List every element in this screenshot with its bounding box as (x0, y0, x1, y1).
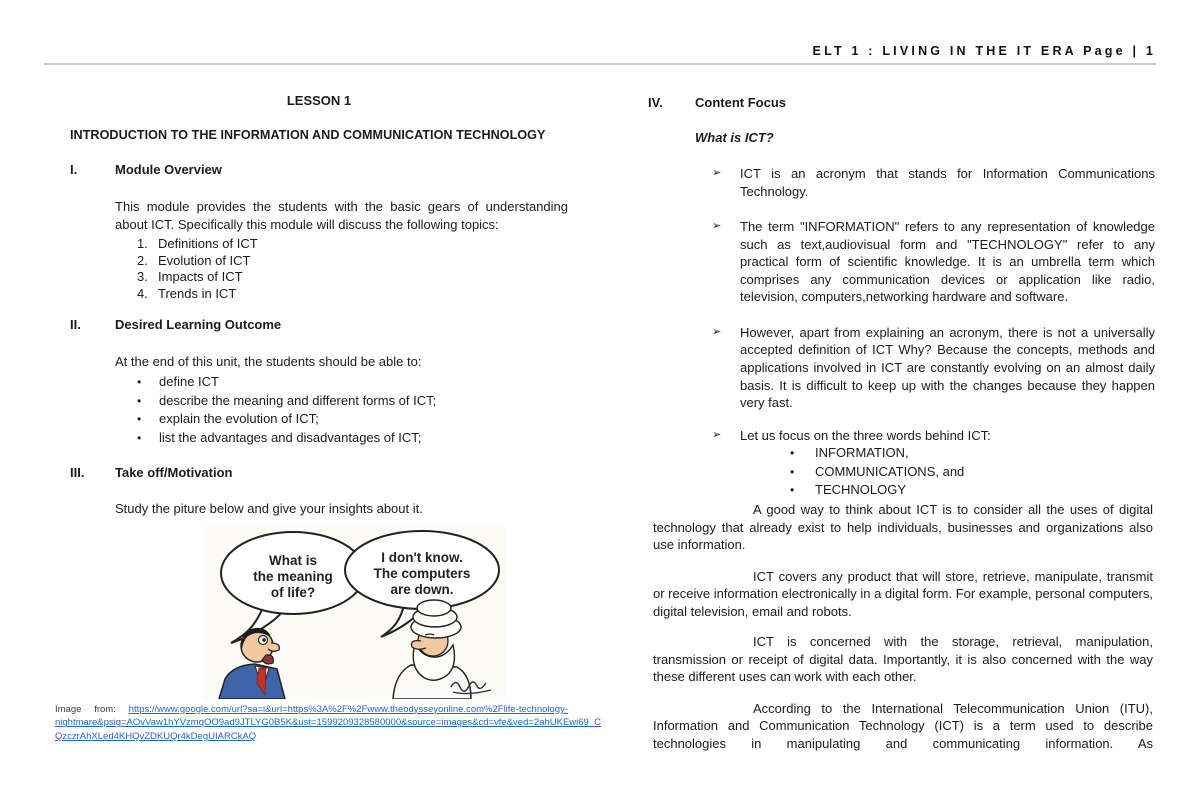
list-item (790, 463, 1155, 482)
list-item (137, 236, 568, 253)
outcome-intro: At the end of this unit, the students should be able to: (115, 353, 422, 369)
module-overview-intro: This module provides the students with the basic gears of understanding about ICT. Specifically this module will discuss the following topics: (115, 199, 568, 232)
bullet-dot: • (790, 483, 795, 498)
list-item (137, 269, 568, 286)
list-number: 4. (137, 285, 148, 301)
body-paragraph: ICT covers any product that will store, retrieve, manipulate, transmit or receive information electronically in a digital form. For example, personal computers, digital television, email and robots. (653, 568, 1153, 619)
list-item (790, 481, 1155, 500)
arrow-bullet-marker: ➢ (712, 428, 722, 441)
page-header-title: ELT 1 : LIVING IN THE IT ERA Page | 1 (812, 44, 1156, 58)
image-source-link[interactable]: QzczrAhXLed4KHQvZDKUQr4kDegUIARCkAQ (55, 730, 257, 742)
arrow-bullet-item (712, 324, 1155, 412)
list-item-text: explain the evolution of ICT; (159, 411, 319, 427)
caption-line (55, 703, 568, 717)
arrow-bullet-text: However, apart from explaining an acronym, there is not a universally accepted definition of ICT Why? Because the concepts, methods and applications involved in ICT are constantly evolving on an almost daily basis. It is difficult to keep up with the changes because they happen very fast. (740, 324, 1155, 411)
list-item-text: COMMUNICATIONS, and (815, 463, 965, 479)
caption-label: Image (55, 703, 82, 715)
arrow-bullet-item (712, 218, 1155, 306)
section-numeral: I. (70, 161, 78, 177)
list-item-text: TECHNOLOGY (815, 482, 907, 498)
motivation-cartoon-image (205, 527, 505, 699)
section-desired-learning-outcome-heading (70, 316, 568, 334)
right-bubble-line: I don't know. (381, 549, 463, 565)
header-divider (44, 63, 1156, 65)
section-heading-text: Desired Learning Outcome (115, 317, 282, 333)
bullet-dot: • (790, 464, 795, 479)
bullet-dot: • (790, 446, 795, 461)
lesson-title: LESSON 1 (286, 93, 352, 108)
section-heading-text: Module Overview (115, 161, 222, 177)
list-item-text: Evolution of ICT (158, 252, 251, 268)
list-item (137, 410, 568, 429)
what-is-ict-subheading: What is ICT? (695, 129, 774, 145)
left-bubble-line: the meaning (253, 568, 333, 584)
section-take-off-heading (70, 464, 568, 482)
cartoon-svg (205, 527, 505, 699)
list-item (137, 253, 568, 270)
list-number: 2. (137, 252, 148, 268)
section-heading-text: Content Focus (695, 95, 786, 110)
image-source-caption (55, 703, 601, 744)
list-item-text: list the advantages and disadvantages of ICT; (159, 430, 422, 446)
list-item (137, 392, 568, 411)
image-source-link[interactable]: https://www.google.com/url?sa=i&url=https%3A%2F%2Fwww.theodysseyonline.com%2Flife-technology- (128, 703, 568, 715)
arrow-bullet-text: The term "INFORMATION" refers to any representation of knowledge such as text,audiovisual form and "TECHNOLOGY" refer to any practical form of scientific knowledge. It is an umbrella term which comprises any communication devices or application like radio, television, computers,networking hardware and software. (740, 219, 1155, 305)
arrow-bullet-text: Let us focus on the three words behind ICT: (740, 427, 991, 443)
list-item-text: INFORMATION, (815, 445, 909, 461)
document-main-title: INTRODUCTION TO THE INFORMATION AND COMMUNICATION TECHNOLOGY (70, 127, 546, 142)
arrow-bullet-item (712, 165, 1155, 200)
bullet-dot: • (137, 412, 142, 427)
section-numeral: IV. (648, 95, 663, 110)
bullet-dot: • (137, 375, 142, 390)
section-numeral: II. (70, 317, 81, 333)
list-item (137, 429, 568, 448)
take-off-intro: Study the piture below and give your insights about it. (115, 501, 423, 517)
right-bubble-line: The computers (373, 565, 471, 581)
list-item-text: Impacts of ICT (158, 269, 243, 285)
arrow-bullet-marker: ➢ (712, 167, 722, 180)
list-item (137, 373, 568, 392)
arrow-bullet-marker: ➢ (712, 325, 722, 338)
arrow-bullet-text: ICT is an acronym that stands for Information Communications Technology. (740, 166, 1155, 199)
list-item-text: define ICT (159, 374, 219, 390)
list-item (137, 286, 568, 303)
list-number: 1. (137, 236, 148, 252)
list-number: 3. (137, 269, 148, 285)
left-bubble-line: What is (268, 552, 318, 568)
bullet-dot: • (137, 431, 142, 446)
list-item-text: Trends in ICT (158, 285, 237, 301)
image-source-link[interactable]: nightmare&psig=AOvVaw1hYVzmqOO9ad9JTLYG0B5K&ust=1599209328580000&source=images&cd=vfe&ved=2ahUKEwi69_C (55, 717, 601, 729)
body-paragraph: A good way to think about ICT is to consider all the uses of digital technology that already exist to help individuals, businesses and organizations also use information. (653, 501, 1153, 553)
arrow-bullet-marker: ➢ (712, 220, 722, 233)
focus-words-list (648, 444, 1155, 500)
list-item (790, 444, 1155, 463)
caption-label: from: (94, 703, 116, 715)
section-module-overview-heading (70, 161, 568, 179)
section-content-focus-heading (648, 94, 1155, 112)
arrow-bullet-item (712, 427, 1155, 445)
body-paragraph: ICT is concerned with the storage, retrieval, manipulation, transmission or receipt of digital data. Importantly, it is also concerned with the way these different uses can work with each other. (653, 634, 1153, 685)
outcomes-list (70, 373, 568, 447)
section-heading-text: Take off/Motivation (115, 464, 233, 480)
list-item-text: Definitions of ICT (158, 236, 258, 252)
section-numeral: III. (70, 464, 85, 480)
module-topics-list (70, 236, 568, 302)
left-column (55, 86, 601, 743)
left-bubble-line: of life? (270, 584, 316, 600)
right-bubble-line: are down. (390, 581, 454, 597)
bullet-dot: • (137, 393, 142, 408)
body-paragraph: According to the International Telecommunication Union (ITU), Information and Communication Technology (ICT) is a term used to describe technologies in manipulating and communicating information. As (653, 700, 1153, 751)
list-item-text: describe the meaning and different forms of ICT; (159, 392, 437, 408)
right-column (648, 86, 1155, 753)
